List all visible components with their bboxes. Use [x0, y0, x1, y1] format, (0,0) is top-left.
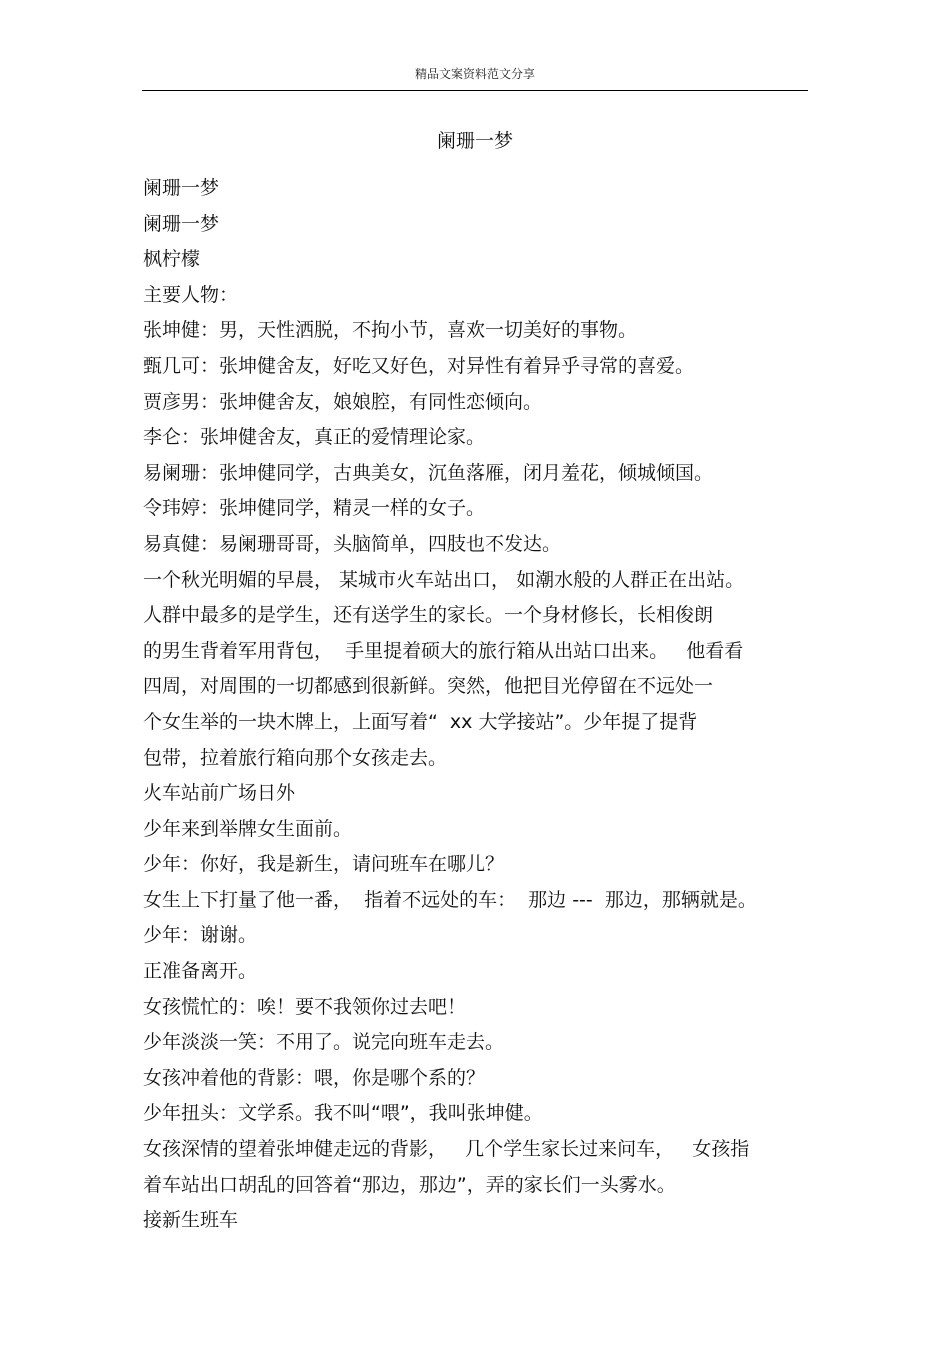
text-line: 贾彦男：张坤健舍友，娘娘腔，有同性恋倾向。 — [143, 390, 543, 413]
text-line: 易阑珊：张坤健同学，古典美女，沉鱼落雁，闭月羞花，倾城倾国。 — [143, 461, 714, 484]
text-line: 易真健：易阑珊哥哥，头脑简单，四肢也不发达。 — [143, 532, 562, 555]
text-line: 张坤健：男，天性洒脱，不拘小节，喜欢一切美好的事物。 — [143, 319, 638, 342]
text-line: 女孩深情的望着张坤健走远的背影， 几个学生家长过来问车， 女孩指 — [143, 1138, 750, 1161]
document-body — [143, 171, 808, 1239]
text-line: 女孩冲着他的背影：喂，你是哪个系的？ — [143, 1066, 486, 1089]
text-line: 四周，对周围的一切都感到很新鲜。突然，他把目光停留在不远处一 — [143, 675, 714, 698]
text-line: 包带，拉着旅行箱向那个女孩走去。 — [143, 746, 448, 769]
text-line: 阑珊一梦 — [143, 212, 220, 235]
text-line: 阑珊一梦 — [143, 177, 220, 199]
text-line: 令玮婷：张坤健同学，精灵一样的女子。 — [143, 497, 486, 520]
text-line: 人群中最多的是学生，还有送学生的家长。一个身材修长，长相俊朗 — [143, 604, 714, 627]
header-divider — [142, 90, 808, 91]
document-title: 阑珊一梦 — [436, 130, 513, 152]
page-header: 精品文案资料范文分享 — [414, 67, 535, 81]
text-line: 少年扭头：文学系。我不叫“喂”，我叫张坤健。 — [143, 1102, 543, 1125]
text-line: 正准备离开。 — [143, 960, 258, 983]
text-line: 枫柠檬 — [143, 248, 201, 271]
text-line: 甄几可：张坤健舍友，好吃又好色，对异性有着异乎寻常的喜爱。 — [143, 354, 695, 377]
text-line: 女孩慌忙的：唉！要不我领你过去吧！ — [143, 995, 467, 1018]
text-line: 女生上下打量了他一番， 指着不远处的车： 那边 --- 那边，那辆就是。 — [143, 888, 757, 911]
text-line: 主要人物： — [143, 283, 239, 306]
text-line: 着车站出口胡乱的回答着“那边，那边”，弄的家长们一头雾水。 — [143, 1173, 676, 1196]
text-line: 接新生班车 — [143, 1209, 239, 1232]
text-line: 个女生举的一块木牌上，上面写着“ xx 大学接站”。少年提了提背 — [143, 710, 698, 733]
text-line: 少年淡淡一笑：不用了。说完向班车走去。 — [143, 1031, 505, 1054]
text-line: 李仑：张坤健舍友，真正的爱情理论家。 — [143, 426, 486, 449]
text-line: 少年：你好，我是新生，请问班车在哪儿？ — [143, 853, 505, 876]
text-line: 少年来到举牌女生面前。 — [143, 817, 353, 840]
text-line: 的男生背着军用背包， 手里提着硕大的旅行箱从出站口出来。 他看看 — [143, 639, 744, 662]
text-line: 火车站前广场日外 — [143, 782, 296, 805]
text-line: 少年：谢谢。 — [143, 924, 258, 947]
text-line: 一个秋光明媚的早晨， 某城市火车站出口， 如潮水般的人群正在出站。 — [143, 568, 745, 591]
